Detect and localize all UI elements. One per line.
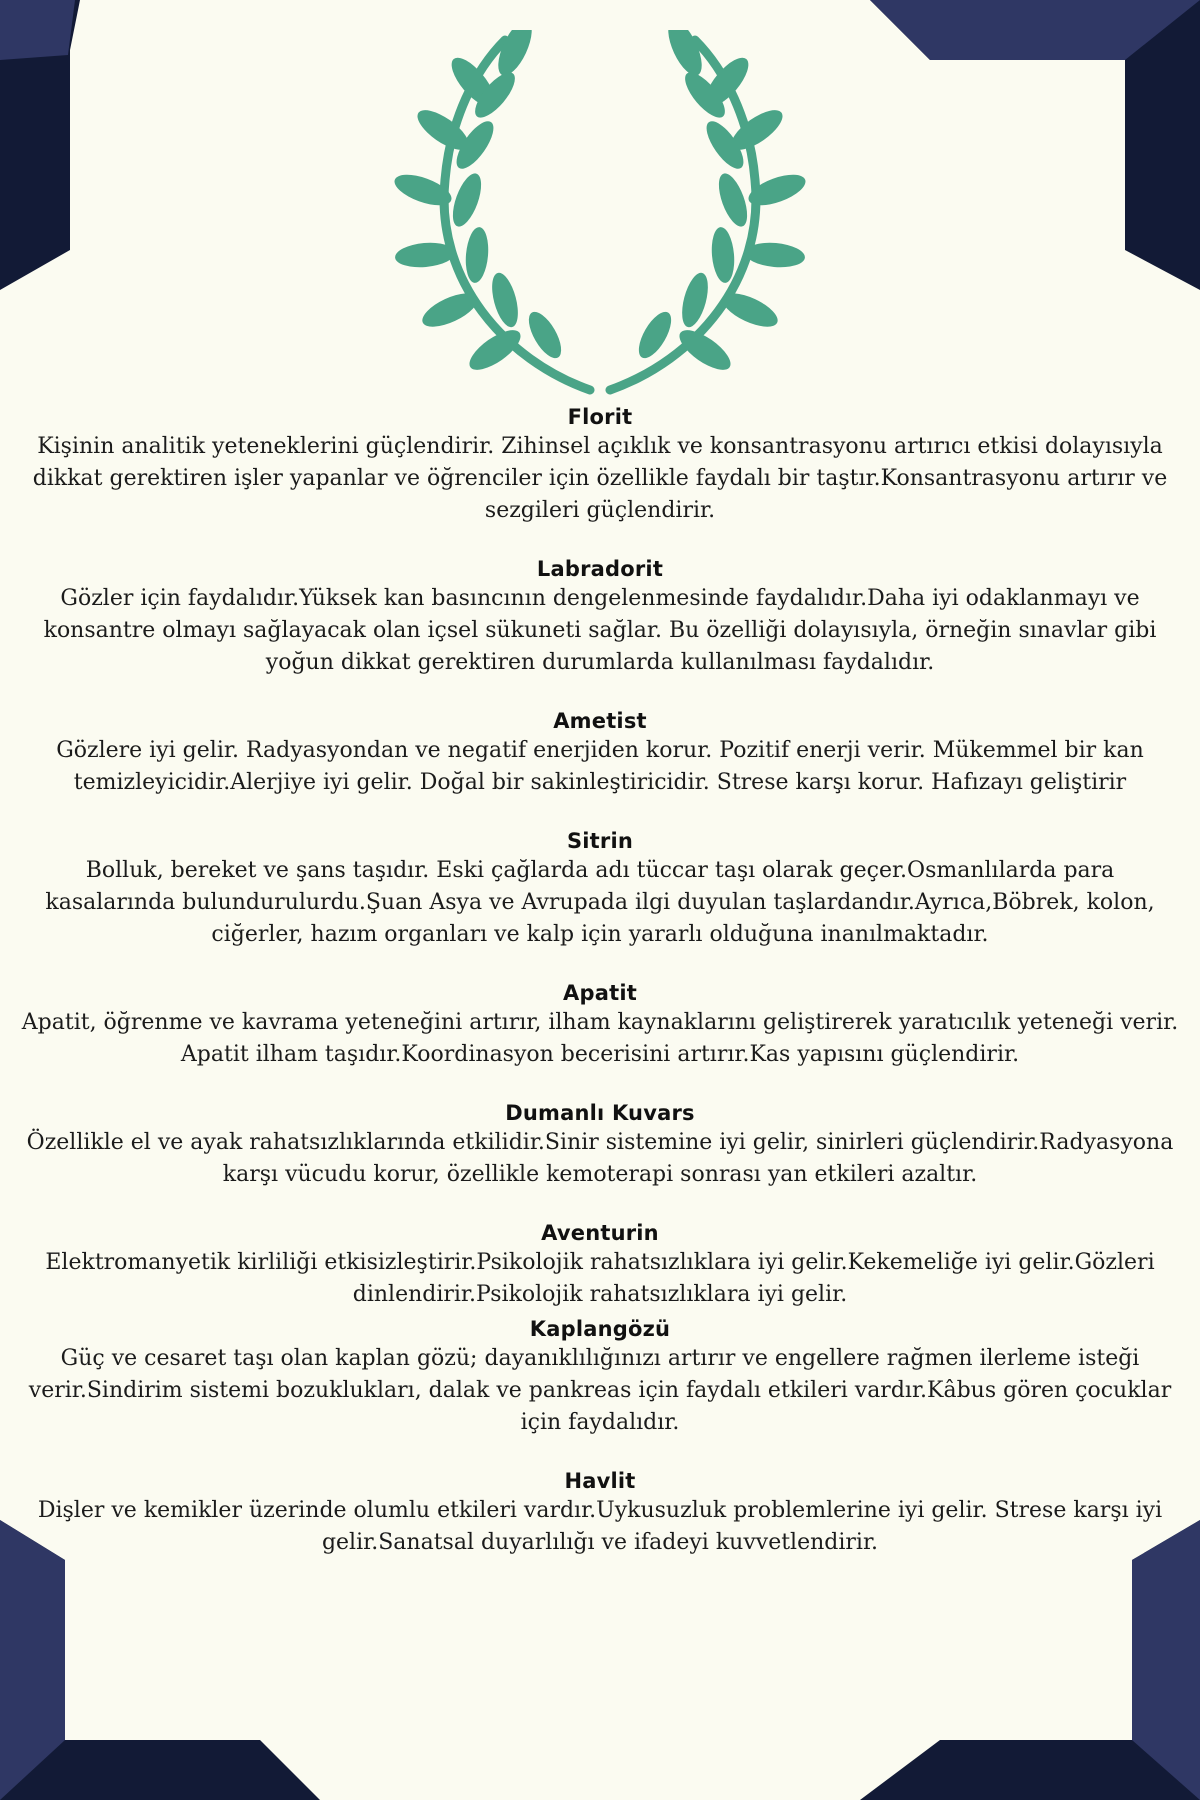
section-ametist (20, 709, 1180, 799)
section-title: Florit (567, 405, 633, 429)
section-title: Labradorit (536, 557, 664, 581)
stone-descriptions (20, 405, 1180, 1559)
section-text: Gözler için faydalıdır.Yüksek kan basıncının dengelenmesinde faydalıdır.Daha iyi odaklanmayı ve konsantre olmayı sağlayacak olan içsel sükuneti sağlar. Bu özelliği dolayısıyla, örneğin sınavlar gibi yoğun dikkat gerektiren durumlarda kullanılması faydalıdır. (43, 586, 1157, 675)
section-apatit (20, 981, 1180, 1071)
section-text: Apatit, öğrenme ve kavrama yeteneğini artırır, ilham kaynaklarını geliştirerek yaratıcılık yeteneği verir. Apatit ilham taşıdır.Koordinasyon becerisini artırır.Kas yapısını güçlendirir. (21, 1010, 1179, 1067)
section-kaplangozu (20, 1317, 1180, 1439)
corner-bottom-right (860, 1520, 1200, 1800)
section-title: Ametist (553, 709, 647, 733)
section-text: Bolluk, bereket ve şans taşıdır. Eski çağlarda adı tüccar taşı olarak geçer.Osmanlılarda para kasalarında bulundurulurdu.Şuan Asya ve Avrupada ilgi duyulan taşlardandır.Ayrıca,Böbrek, kolon, ciğerler, hazım organları ve kalp için yararlı olduğuna inanılmaktadır. (45, 858, 1155, 947)
section-text: Güç ve cesaret taşı olan kaplan gözü; dayanıklılığınızı artırır ve engellere rağmen ilerleme isteği verir.Sindirim sistemi bozuklukları, dalak ve pankreas için faydalı etkileri vardır.Kâbus gören çocuklar için faydalıdır. (28, 1346, 1172, 1435)
corner-bottom-left (0, 1520, 320, 1800)
section-text: Dişler ve kemikler üzerinde olumlu etkileri vardır.Uykusuzluk problemlerine iyi gelir. Strese karşı iyi gelir.Sanatsal duyarlılığı ve ifadeyi kuvvetlendirir. (37, 1498, 1163, 1555)
section-florit (20, 405, 1180, 527)
section-text: Elektromanyetik kirliliği etkisizleştirir.Psikolojik rahatsızlıklara iyi gelir.Kekemeliğe iyi gelir.Gözleri dinlendirir.Psikolojik rahatsızlıklara iyi gelir. (45, 1250, 1155, 1307)
laurel-wreath-icon (355, 30, 845, 400)
corner-top-left (0, 0, 80, 290)
section-text: Özellikle el ve ayak rahatsızlıklarında etkilidir.Sinir sistemine iyi gelir, sinirleri güçlendirir.Radyasyona karşı vücudu korur, özellikle kemoterapi sonrası yan etkileri azaltır. (26, 1130, 1174, 1187)
section-title: Aventurin (541, 1221, 659, 1245)
section-sitrin (20, 829, 1180, 951)
section-text: Kişinin analitik yeteneklerini güçlendirir. Zihinsel açıklık ve konsantrasyonu artırıcı etkisi dolayısıyla dikkat gerektiren işler yapanlar ve öğrenciler için özellikle faydalı bir taştır.Konsantrasyonu artırır ve sezgileri güçlendirir. (32, 434, 1168, 523)
section-title: Dumanlı Kuvars (505, 1101, 695, 1125)
corner-top-right (870, 0, 1200, 290)
section-title: Sitrin (566, 829, 634, 853)
section-dumanli-kuvars (20, 1101, 1180, 1191)
section-havlit (20, 1469, 1180, 1559)
section-title: Kaplangözü (529, 1317, 671, 1341)
section-title: Havlit (564, 1469, 636, 1493)
section-title: Apatit (563, 981, 637, 1005)
section-aventurin (20, 1221, 1180, 1311)
section-text: Gözlere iyi gelir. Radyasyondan ve negatif enerjiden korur. Pozitif enerji verir. Mükemmel bir kan temizleyicidir.Alerjiye iyi gelir. Doğal bir sakinleştiricidir. Strese karşı korur. Hafızayı geliştirir (56, 738, 1144, 795)
section-labradorit (20, 557, 1180, 679)
